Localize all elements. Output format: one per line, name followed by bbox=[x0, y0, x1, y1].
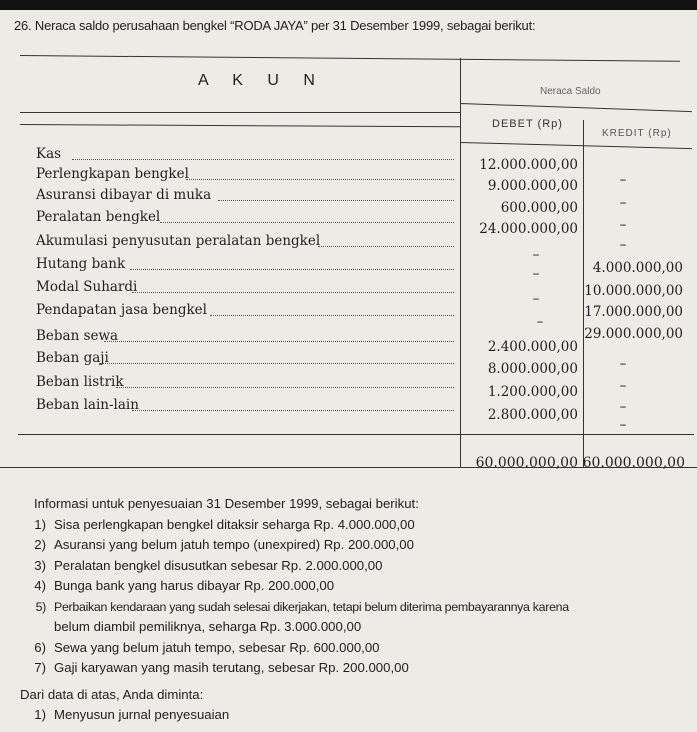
debet-value: 1.200.000,00 bbox=[487, 384, 578, 400]
header-debet: DEBET (Rp) bbox=[492, 118, 563, 130]
header-neraca-saldo: Neraca Saldo bbox=[540, 86, 601, 97]
task-number: 1) bbox=[34, 707, 46, 722]
task-text: Menyusun jurnal penyesuaian bbox=[54, 707, 230, 722]
akun-header-border bbox=[20, 112, 460, 113]
account-name: Hutang bank bbox=[36, 256, 126, 272]
item-number: 1) bbox=[34, 516, 46, 532]
account-name: Peralatan bengkel bbox=[36, 209, 161, 225]
neraca-header-border bbox=[460, 103, 692, 112]
item-number: 4) bbox=[34, 578, 46, 593]
kredit-dash: – bbox=[619, 172, 627, 188]
debet-value: 24.000.000,00 bbox=[479, 221, 578, 237]
table-top-border bbox=[20, 55, 680, 62]
top-dark-edge bbox=[0, 0, 697, 10]
account-name: Beban gaji bbox=[36, 350, 109, 366]
account-name: Beban lain-lain bbox=[36, 397, 139, 413]
table-row bbox=[0, 302, 697, 330]
total-debet: 60.000.000,00 bbox=[475, 455, 578, 471]
debet-dash: – bbox=[532, 291, 540, 307]
list-item bbox=[20, 638, 690, 659]
item-text: Asuransi yang belum jatuh tempo (unexpired) Rp. 200.000,00 bbox=[54, 537, 414, 552]
item-text: Sisa perlengkapan bengkel ditaksir seharga Rp. 4.000.000,00 bbox=[54, 516, 415, 532]
leader-dots bbox=[130, 269, 454, 270]
item-text: belum diambil pemiliknya, seharga Rp. 3.000.000,00 bbox=[54, 619, 362, 634]
list-item bbox=[20, 576, 690, 597]
kredit-value: 4.000.000,00 bbox=[592, 260, 683, 276]
debet-value: 8.000.000,00 bbox=[487, 361, 578, 377]
header-akun: A K U N bbox=[198, 72, 325, 89]
kredit-dash: – bbox=[619, 195, 627, 211]
item-number: 5) bbox=[35, 599, 46, 614]
account-name: Kas bbox=[36, 146, 62, 162]
item-text: Sewa yang belum jatuh tempo, sebesar Rp. 600.000,00 bbox=[54, 639, 380, 655]
list-item bbox=[20, 515, 690, 536]
question-heading: Dari data di atas, Anda diminta: bbox=[20, 686, 204, 702]
adjustment-info bbox=[20, 494, 690, 726]
kredit-dash: – bbox=[619, 237, 627, 253]
kredit-value: 29.000.000,00 bbox=[584, 326, 683, 342]
debet-value: 2.400.000,00 bbox=[487, 339, 578, 355]
item-text: Perbaikan kendaraan yang sudah selesai dikerjakan, tetapi belum diterima pembayarannya karena bbox=[54, 599, 569, 614]
total-kredit: 60.000.000,00 bbox=[582, 455, 685, 471]
kredit-dash: – bbox=[619, 417, 627, 433]
item-number: 2) bbox=[34, 537, 46, 552]
kredit-dash: – bbox=[619, 399, 627, 415]
account-name: Akumulasi penyusutan peralatan bengkel bbox=[36, 233, 321, 249]
leader-dots bbox=[132, 292, 454, 293]
total-top-border bbox=[18, 434, 694, 435]
kredit-dash: – bbox=[619, 378, 627, 394]
akun-header-bottom-border bbox=[20, 124, 460, 127]
kredit-value: 10.000.000,00 bbox=[584, 283, 683, 299]
list-item-continuation bbox=[20, 617, 690, 638]
debet-value: 12.000.000,00 bbox=[479, 157, 578, 173]
debet-value: 600.000,00 bbox=[500, 200, 578, 216]
debet-dash: – bbox=[532, 266, 540, 282]
leader-dots bbox=[318, 246, 454, 247]
item-text: Bunga bank yang harus dibayar Rp. 200.000,00 bbox=[54, 578, 335, 593]
table-row bbox=[0, 279, 697, 307]
list-item bbox=[20, 658, 690, 679]
account-name: Pendapatan jasa bengkel bbox=[36, 302, 207, 318]
item-number: 7) bbox=[34, 660, 46, 675]
account-name: Asuransi dibayar di muka bbox=[36, 187, 212, 203]
item-number: 3) bbox=[34, 557, 46, 573]
list-item bbox=[20, 535, 690, 556]
kredit-dash: – bbox=[619, 217, 627, 233]
kredit-dash: – bbox=[619, 356, 627, 372]
account-name: Beban listrik bbox=[36, 374, 124, 390]
account-name: Modal Suhardi bbox=[36, 279, 138, 295]
debet-dash: – bbox=[532, 247, 540, 263]
task-item bbox=[20, 705, 690, 726]
account-name: Beban sewa bbox=[36, 328, 119, 344]
debet-value: 9.000.000,00 bbox=[487, 178, 578, 194]
item-text: Peralatan bengkel disusutkan sebesar Rp. 2.000.000,00 bbox=[54, 557, 383, 573]
item-number: 6) bbox=[34, 639, 46, 655]
debet-dash: – bbox=[536, 314, 544, 330]
debet-value: 2.800.000,00 bbox=[487, 407, 578, 423]
table-row bbox=[0, 407, 697, 433]
item-text: Gaji karyawan yang masih terutang, sebesar Rp. 200.000,00 bbox=[54, 660, 409, 675]
list-item bbox=[20, 597, 690, 618]
list-item bbox=[20, 556, 690, 577]
kredit-value: 17.000.000,00 bbox=[584, 304, 683, 320]
account-name: Perlengkapan bengkel bbox=[36, 166, 189, 182]
info-heading: Informasi untuk penyesuaian 31 Desember 1999, sebagai berikut: bbox=[34, 496, 419, 511]
header-kredit: KREDIT (Rp) bbox=[602, 128, 672, 139]
leader-dots bbox=[210, 315, 454, 316]
problem-title: 26. Neraca saldo perusahaan bengkel “RODA JAYA” per 31 Desember 1999, sebagai berikut: bbox=[14, 18, 536, 33]
table-row bbox=[0, 233, 697, 263]
table-row bbox=[0, 256, 697, 282]
